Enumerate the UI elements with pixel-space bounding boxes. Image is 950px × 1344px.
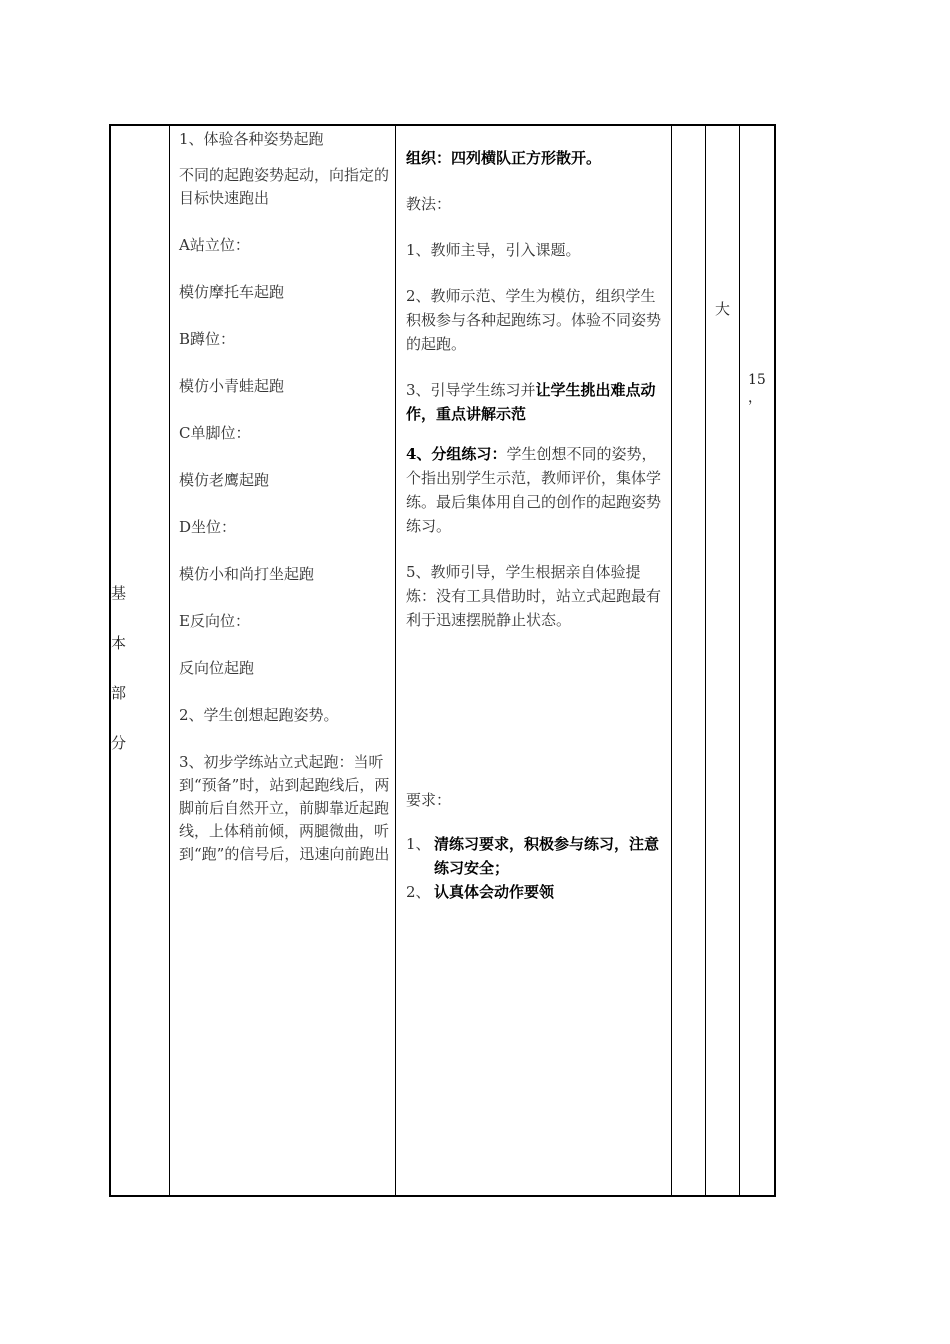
section-char: 部: [111, 684, 127, 702]
item3: 3、初步学练站立式起跑：当听到“预备”时，站到起跑线后，两脚前后自然开立，前脚靠近起跑线，上体稍前倾，两腿微曲，听到“跑”的信号后，迅速向前跑出: [179, 753, 390, 863]
lesson-table: [109, 124, 776, 1197]
a-label: A站立位：: [179, 236, 250, 254]
b-desc: 模仿小青蛙起跑: [179, 377, 285, 395]
requirement-2: [406, 880, 670, 904]
a-desc: 模仿摩托车起跑: [179, 283, 285, 301]
exercise-density: 大: [715, 300, 731, 318]
exercise-time: [748, 371, 774, 407]
step-4-rest: 学生创想不同的姿势，个指出别学生示范，教师评价，集体学练。最后集体用自己的创作的起跑姿势练习。: [406, 445, 662, 535]
organization: 组织：四列横队正方形散开。: [406, 149, 602, 167]
column-divider: [705, 126, 706, 1195]
req-2-num: 2、: [406, 883, 431, 901]
e-desc: 反向位起跑: [179, 659, 255, 677]
time-suffix: ，: [748, 390, 762, 406]
step-3: [406, 378, 670, 426]
section-label: [111, 581, 169, 781]
section-char: 本: [111, 634, 127, 652]
step-5: 5、教师引导，学生根据亲自体验提炼：没有工具借助时，站立式起跑最有利于迅速摆脱静止状态。: [406, 563, 662, 629]
section-char: 基: [111, 584, 127, 602]
item1-title: 1、体验各种姿势起跑: [179, 130, 324, 148]
column-divider: [395, 126, 396, 1195]
c-label: C单脚位：: [179, 424, 251, 442]
requirement-1: [406, 832, 670, 880]
b-label: B蹲位：: [179, 330, 236, 348]
step-3-bold: 让学生挑出难点动作，重点讲解示范: [406, 381, 656, 423]
time-value: 15: [748, 372, 766, 388]
column-divider: [169, 126, 170, 1195]
d-label: D坐位：: [179, 518, 237, 536]
column-divider: [671, 126, 672, 1195]
section-char: 分: [111, 734, 127, 752]
teaching-label: 教法：: [406, 195, 452, 213]
req-2-text: 认真体会动作要领: [434, 883, 555, 901]
item2: 2、学生创想起跑姿势。: [179, 706, 339, 724]
d-desc: 模仿小和尚打坐起跑: [179, 565, 315, 583]
step-3-prefix: 3、引导学生练习并: [406, 381, 536, 399]
column-divider: [739, 126, 740, 1195]
step-1: 1、教师主导，引入课题。: [406, 241, 581, 259]
step-4: [406, 442, 670, 538]
requirements-label: 要求：: [406, 791, 452, 809]
method-column: [406, 126, 670, 904]
c-desc: 模仿老鹰起跑: [179, 471, 270, 489]
req-1-text: 清练习要求，积极参与练习，注意练习安全；: [434, 835, 660, 877]
content-column: [179, 126, 393, 866]
step-2: 2、教师示范、学生为模仿，组织学生积极参与各种起跑练习。体验不同姿势的起跑。: [406, 287, 662, 353]
step-4-bold: 4、分组练习：: [406, 445, 507, 463]
e-label: E反向位：: [179, 612, 250, 630]
req-1-num: 1、: [406, 835, 431, 853]
item1-desc: 不同的起跑姿势起动，向指定的目标快速跑出: [179, 166, 390, 207]
